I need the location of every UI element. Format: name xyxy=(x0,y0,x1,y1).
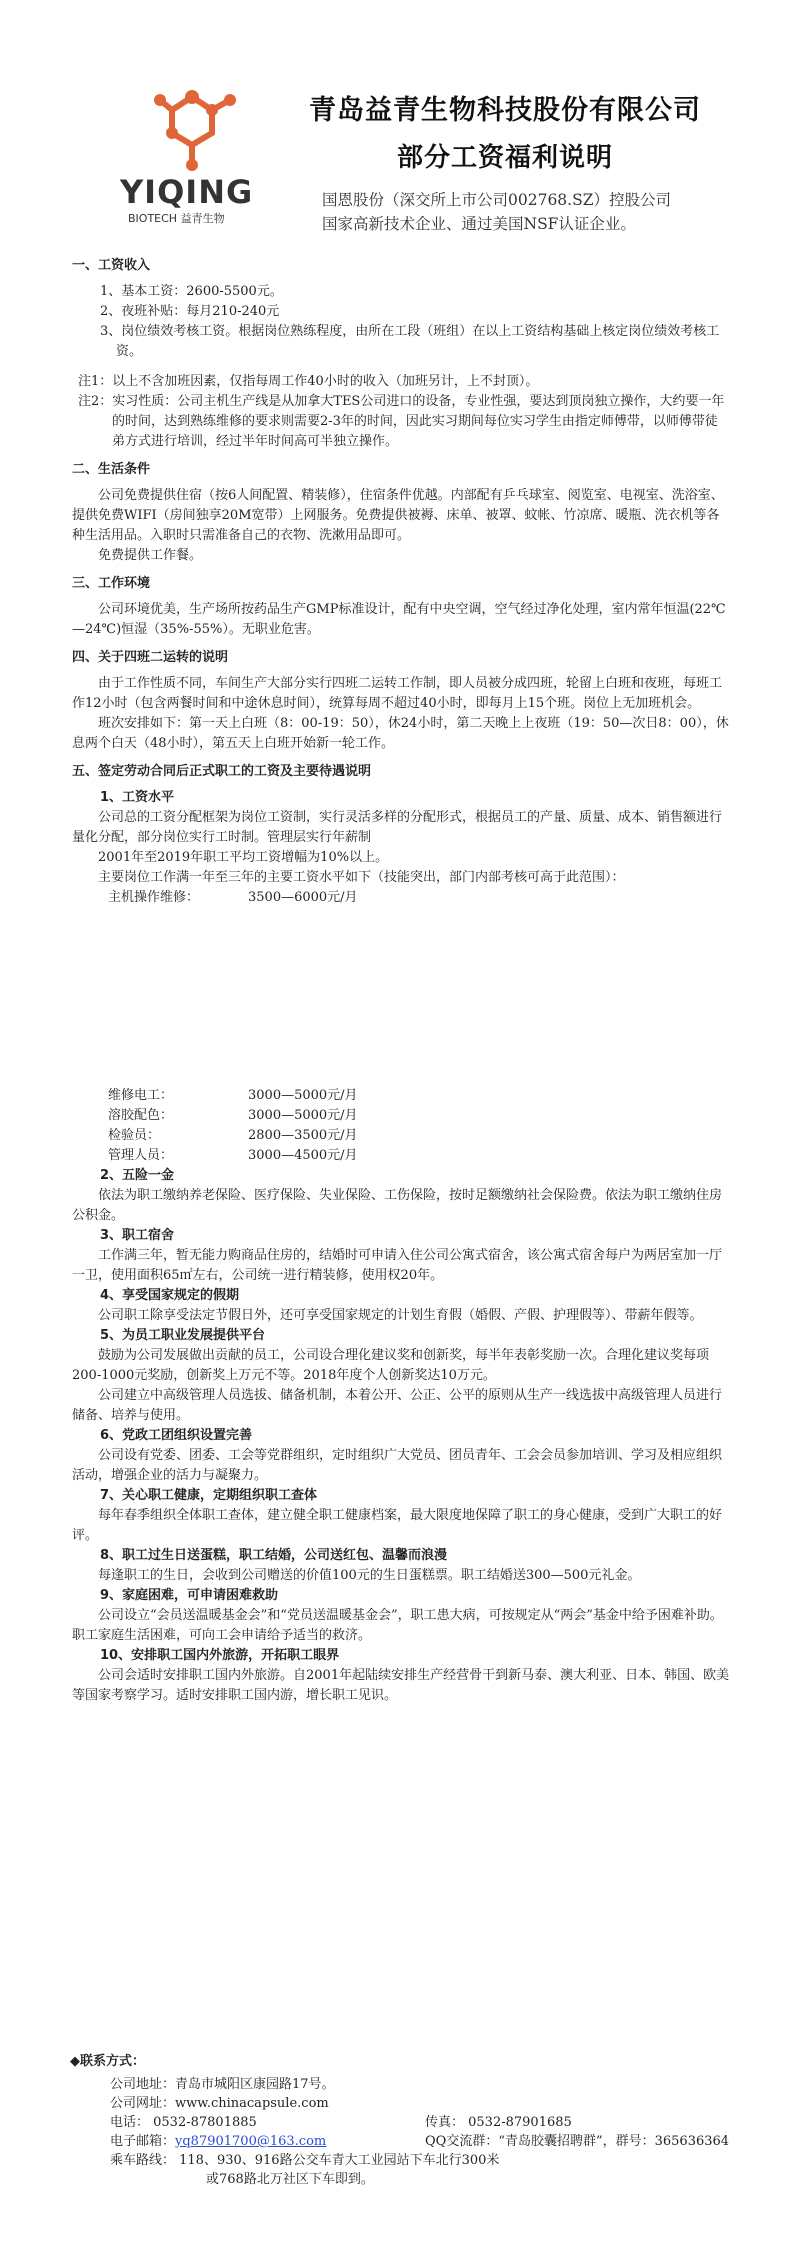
company-desc-2: 国家高新技术企业、通过美国NSF认证企业。 xyxy=(322,215,636,233)
section-3-title: 三、工作环境 xyxy=(72,576,151,591)
subsection-title: 1、工资水平 xyxy=(100,790,175,805)
wage-row xyxy=(72,1106,730,1126)
paragraph: 鼓励为公司发展做出贡献的员工，公司设合理化建议奖和创新奖，每半年表彰奖励一次。合理化建议奖每项200-1000元奖励，创新奖上万元不等。2018年度个人创新奖达10万元。 xyxy=(72,1348,710,1383)
contact-fax: 传真： 0532-87901685 xyxy=(425,2115,572,2130)
wage-role: 检验员： xyxy=(108,1128,161,1143)
paragraph: 依法为职工缴纳养老保险、医疗保险、失业保险、工伤保险，按时足额缴纳社会保险费。依法为职工缴纳住房公积金。 xyxy=(72,1188,723,1223)
note-1: 注1：以上不含加班因素，仅指每周工作40小时的收入（加班另计，上不封顶）。 xyxy=(78,374,539,389)
paragraph: 工作满三年，暂无能力购商品住房的，结婚时可申请入住公司公寓式宿舍，该公寓式宿舍每户为两居室加一厅一卫，使用面积65㎡左右，公司统一进行精装修，使用权20年。 xyxy=(72,1248,723,1283)
note-2: 注2：实习性质：公司主机生产线是从加拿大TES公司进口的设备，专业性强，要达到顶岗独立操作，大约要一年的时间，达到熟练维修的要求则需要2-3年的时间，因此实习期间每位实习学生由指定师傅带，以师傅带徒弟方式进行培训，经过半年时间高可半独立操作。 xyxy=(78,394,725,449)
contact-phone-row xyxy=(70,2113,750,2132)
paragraph: 公司总的工资分配框架为岗位工资制，实行灵活多样的分配形式，根据员工的产量、质量、成本、销售额进行量化分配，部分岗位实行工时制。管理层实行年薪制 xyxy=(72,810,723,845)
wage-role: 管理人员： xyxy=(108,1148,174,1163)
wage-row xyxy=(72,1146,730,1166)
subsection-title: 4、享受国家规定的假期 xyxy=(100,1288,240,1303)
subsection-title: 7、关心职工健康，定期组织职工查体 xyxy=(100,1488,318,1503)
paragraph: 公司会适时安排职工国内外旅游。自2001年起陆续安排生产经营骨干到新马泰、澳大利亚、日本、韩国、欧美等国家考察学习。适时安排职工国内游，增长职工见识。 xyxy=(72,1668,730,1703)
paragraph: 每年春季组织全体职工查体，建立健全职工健康档案，最大限度地保障了职工的身心健康，受到广大职工的好评。 xyxy=(72,1508,723,1543)
contact-address: 公司地址：青岛市城阳区康园路17号。 xyxy=(110,2077,335,2092)
wage-range: 2800—3500元/月 xyxy=(248,1128,358,1143)
list-item: 3、岗位绩效考核工资。根据岗位熟练程度，由所在工段（班组）在以上工资结构基础上核定岗位绩效考核工资。 xyxy=(100,324,720,359)
contact-title: ◆联系方式： xyxy=(70,2054,145,2069)
paragraph: 班次安排如下：第一天上白班（8：00-19：50），休24小时，第二天晚上上夜班（19：50—次日8：00），休息两个白天（48小时），第五天上白班开始新一轮工作。 xyxy=(72,716,729,751)
wage-range: 3500—6000元/月 xyxy=(248,890,358,905)
wage-role: 维修电工： xyxy=(108,1088,174,1103)
contact-section xyxy=(70,2052,750,2189)
wage-range: 3000—5000元/月 xyxy=(248,1088,358,1103)
list-item: 1、基本工资：2600-5500元。 xyxy=(100,284,283,299)
logo-text: YIQING xyxy=(120,173,254,211)
paragraph: 公司设立“会员送温暖基金会”和“党员送温暖基金会”，职工患大病，可按规定从“两会”基金中给予困难补助。职工家庭生活困难，可向工会申请给予适当的救济。 xyxy=(72,1608,723,1643)
subsection-title: 5、为员工职业发展提供平台 xyxy=(100,1328,266,1343)
contact-website[interactable]: 公司网址：www.chinacapsule.com xyxy=(110,2096,329,2111)
contact-qq: QQ交流群：“青岛胶囊招聘群”，群号：365636364 xyxy=(425,2134,730,2149)
paragraph: 每逢职工的生日，会收到公司赠送的价值100元的生日蛋糕票。职工结婚送300—500元礼金。 xyxy=(98,1568,641,1583)
section-2-title: 二、生活条件 xyxy=(72,462,151,477)
paragraph: 由于工作性质不同，车间生产大部分实行四班二运转工作制，即人员被分成四班，轮留上白班和夜班，每班工作12小时（包含两餐时间和中途休息时间），统算每周不超过40小时，即每月上15个班。岗位上无加班机会。 xyxy=(72,676,723,711)
company-logo xyxy=(120,75,290,225)
email-link[interactable]: yq87901700@163.com xyxy=(175,2134,327,2149)
list-item: 2、夜班补贴：每月210-240元 xyxy=(100,304,280,319)
wage-row xyxy=(72,1126,730,1146)
contact-route-2: 或768路北万社区下车即到。 xyxy=(206,2172,374,2187)
wage-row xyxy=(72,1086,730,1106)
subsection-title: 10、安排职工国内外旅游，开拓职工眼界 xyxy=(100,1648,340,1663)
wage-range: 3000—4500元/月 xyxy=(248,1148,358,1163)
company-desc-1: 国恩股份（深交所上市公司002768.SZ）控股公司 xyxy=(322,191,671,209)
paragraph: 公司职工除享受法定节假日外，还可享受国家规定的计划生育假（婚假、产假、护理假等）、带薪年假等。 xyxy=(98,1308,703,1323)
section-1-title: 一、工资收入 xyxy=(72,258,151,273)
paragraph: 2001年至2019年职工平均工资增幅为10%以上。 xyxy=(98,850,389,865)
subsection-title: 6、党政工团组织设置完善 xyxy=(100,1428,253,1443)
subsection-title: 3、职工宿舍 xyxy=(100,1228,175,1243)
contact-phone: 电话： 0532-87801885 xyxy=(110,2115,257,2130)
wage-range: 3000—5000元/月 xyxy=(248,1108,358,1123)
paragraph: 公司环境优美，生产场所按药品生产GMP标准设计，配有中央空调，空气经过净化处理，室内常年恒温(22℃—24℃)恒湿（35%-55%）。无职业危害。 xyxy=(72,602,726,637)
document-subtitle: 部分工资福利说明 xyxy=(396,143,613,173)
subsection-title: 2、五险一金 xyxy=(100,1168,175,1183)
paragraph: 主要岗位工作满一年至三年的主要工资水平如下（技能突出，部门内部考核可高于此范围）： xyxy=(98,870,625,885)
subsection-title: 9、家庭困难，可申请困难救助 xyxy=(100,1588,279,1603)
header xyxy=(0,0,793,250)
section-4-title: 四、关于四班二运转的说明 xyxy=(72,650,229,665)
contact-route: 乘车路线： 118、930、916路公交车青大工业园站下车北行300米 xyxy=(110,2153,500,2168)
paragraph: 免费提供工作餐。 xyxy=(98,548,203,563)
company-title: 青岛益青生物科技股份有限公司 xyxy=(309,95,701,126)
paragraph: 公司设有党委、团委、工会等党群组织，定时组织广大党员、团员青年、工会会员参加培训、学习及相应组织活动，增强企业的活力与凝聚力。 xyxy=(72,1448,723,1483)
wage-role: 溶胶配色： xyxy=(108,1108,174,1123)
paragraph: 公司免费提供住宿（按6人间配置、精装修），住宿条件优越。内部配有乒乓球室、阅览室、电视室、洗浴室、提供免费WIFI（房间独享20M宽带）上网服务。免费提供被褥、床单、被罩、蚊帐、竹凉席、暖瓶、洗衣机等各种生活用品。入职时只需准备自己的衣物、洗漱用品即可。 xyxy=(72,488,724,543)
wage-role: 主机操作维修： xyxy=(108,890,200,905)
email-label: 电子邮箱： xyxy=(110,2134,176,2149)
paragraph: 公司建立中高级管理人员选拔、储备机制，本着公开、公正、公平的原则从生产一线选拔中高级管理人员进行储备、培养与使用。 xyxy=(72,1388,723,1423)
subsection-title: 8、职工过生日送蛋糕，职工结婚，公司送红包、温馨而浪漫 xyxy=(100,1548,448,1563)
main-content xyxy=(72,248,730,1706)
contact-email-row xyxy=(70,2132,750,2151)
section-5-title: 五、签定劳动合同后正式职工的工资及主要待遇说明 xyxy=(72,764,372,779)
logo-subtext: BIOTECH 益青生物 xyxy=(128,212,225,225)
wage-row xyxy=(72,888,730,908)
